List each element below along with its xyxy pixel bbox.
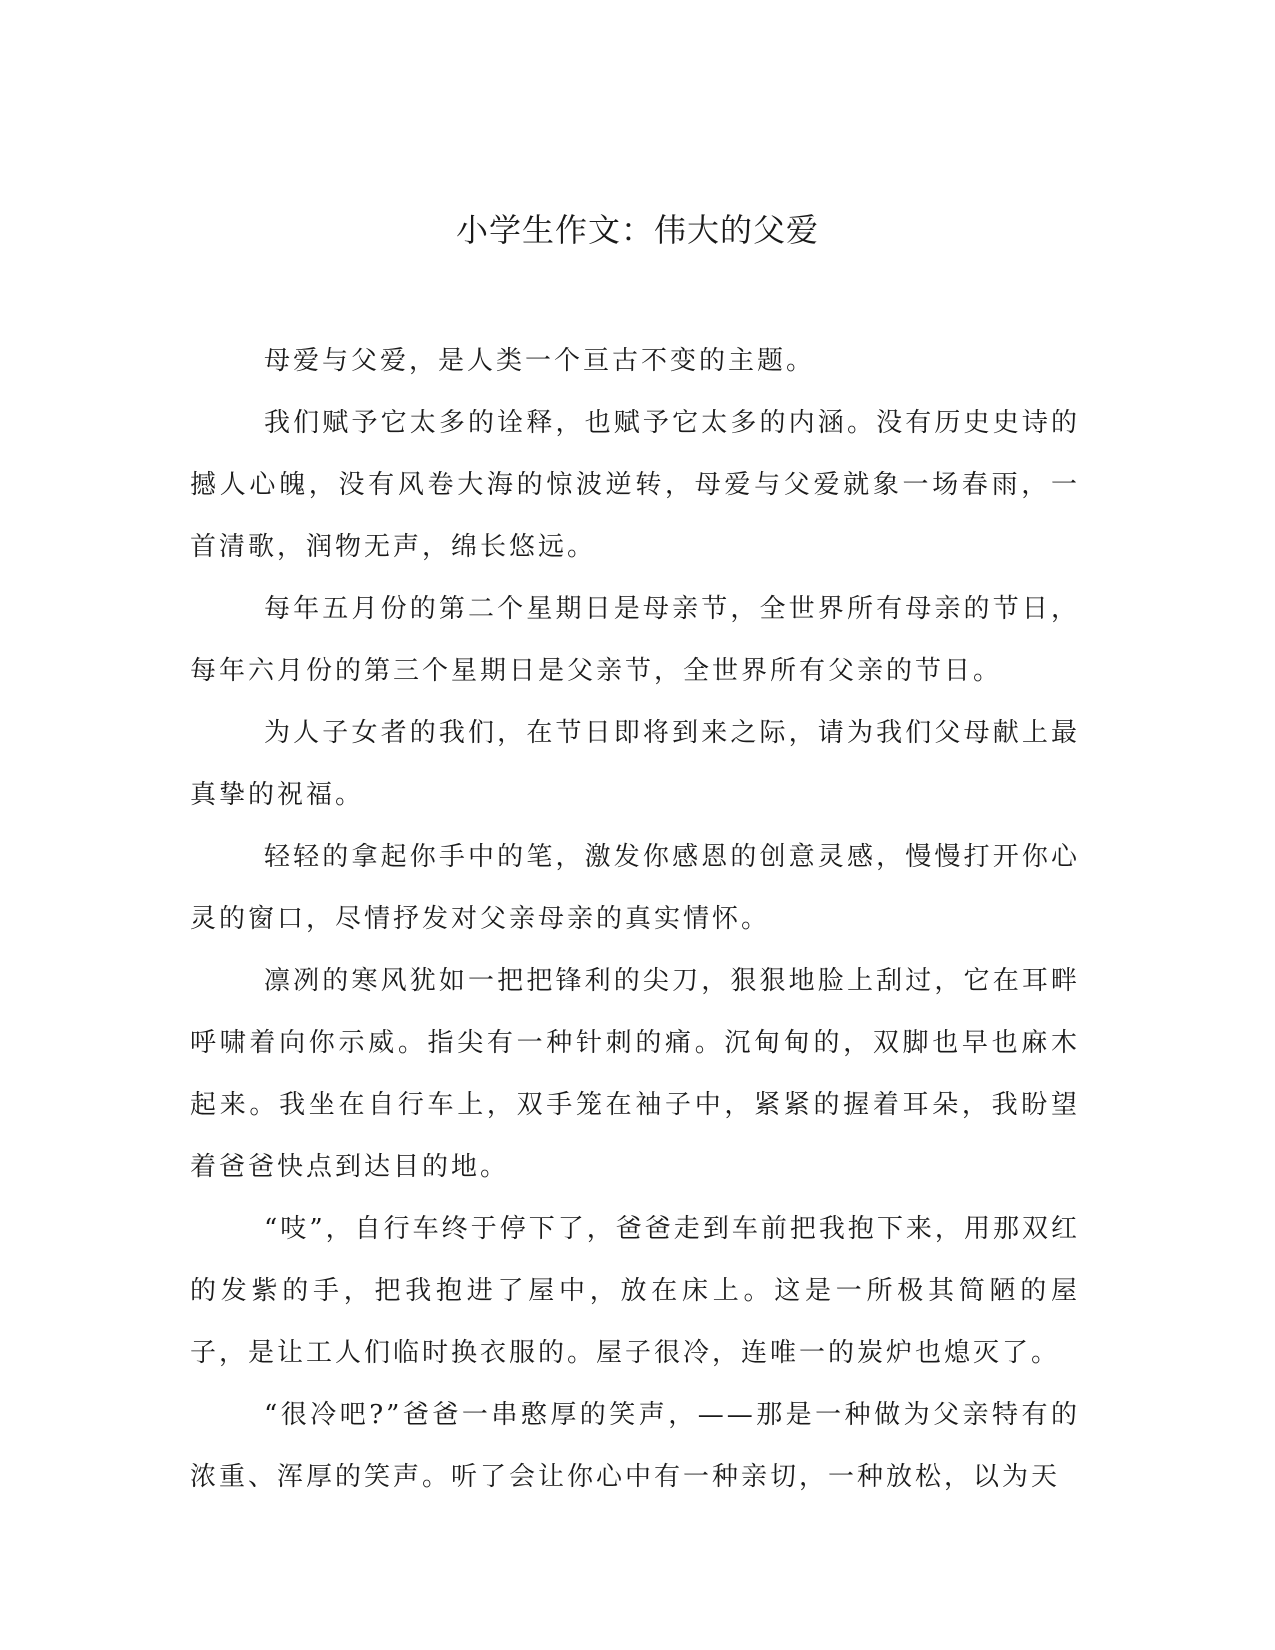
- paragraph: 轻轻的拿起你手中的笔，激发你感恩的创意灵感，慢慢打开你心灵的窗口，尽情抒发对父亲母亲的真实情怀。: [190, 842, 1080, 934]
- paragraph: “吱”，自行车终于停下了，爸爸走到车前把我抱下来，用那双红的发紫的手，把我抱进了屋中，放在床上。这是一所极其简陋的屋子，是让工人们临时换衣服的。屋子很冷，连唯一的炭炉也熄灭了。: [190, 1214, 1080, 1368]
- paragraph: 我们赋予它太多的诠释，也赋予它太多的内涵。没有历史史诗的撼人心魄，没有风卷大海的惊波逆转，母爱与父爱就象一场春雨，一首清歌，润物无声，绵长悠远。: [190, 408, 1080, 562]
- document-title: 小学生作文：伟大的父爱: [455, 211, 819, 249]
- essay-body: [190, 330, 1080, 1508]
- paragraph: 母爱与父爱，是人类一个亘古不变的主题。: [264, 346, 816, 376]
- paragraph: “很冷吧?”爸爸一串憨厚的笑声，——那是一种做为父亲特有的浓重、浑厚的笑声。听了会让你心中有一种亲切，一种放松，以为天: [190, 1400, 1080, 1492]
- paragraph: 每年五月份的第二个星期日是母亲节，全世界所有母亲的节日，每年六月份的第三个星期日是父亲节，全世界所有父亲的节日。: [190, 594, 1080, 686]
- paragraph: 为人子女者的我们，在节日即将到来之际，请为我们父母献上最真挚的祝福。: [190, 718, 1080, 810]
- paragraph: 凛冽的寒风犹如一把把锋利的尖刀，狠狠地脸上刮过，它在耳畔呼啸着向你示威。指尖有一种针刺的痛。沉甸甸的，双脚也早也麻木起来。我坐在自行车上，双手笼在袖子中，紧紧的握着耳朵，我盼望着爸爸快点到达目的地。: [190, 966, 1080, 1182]
